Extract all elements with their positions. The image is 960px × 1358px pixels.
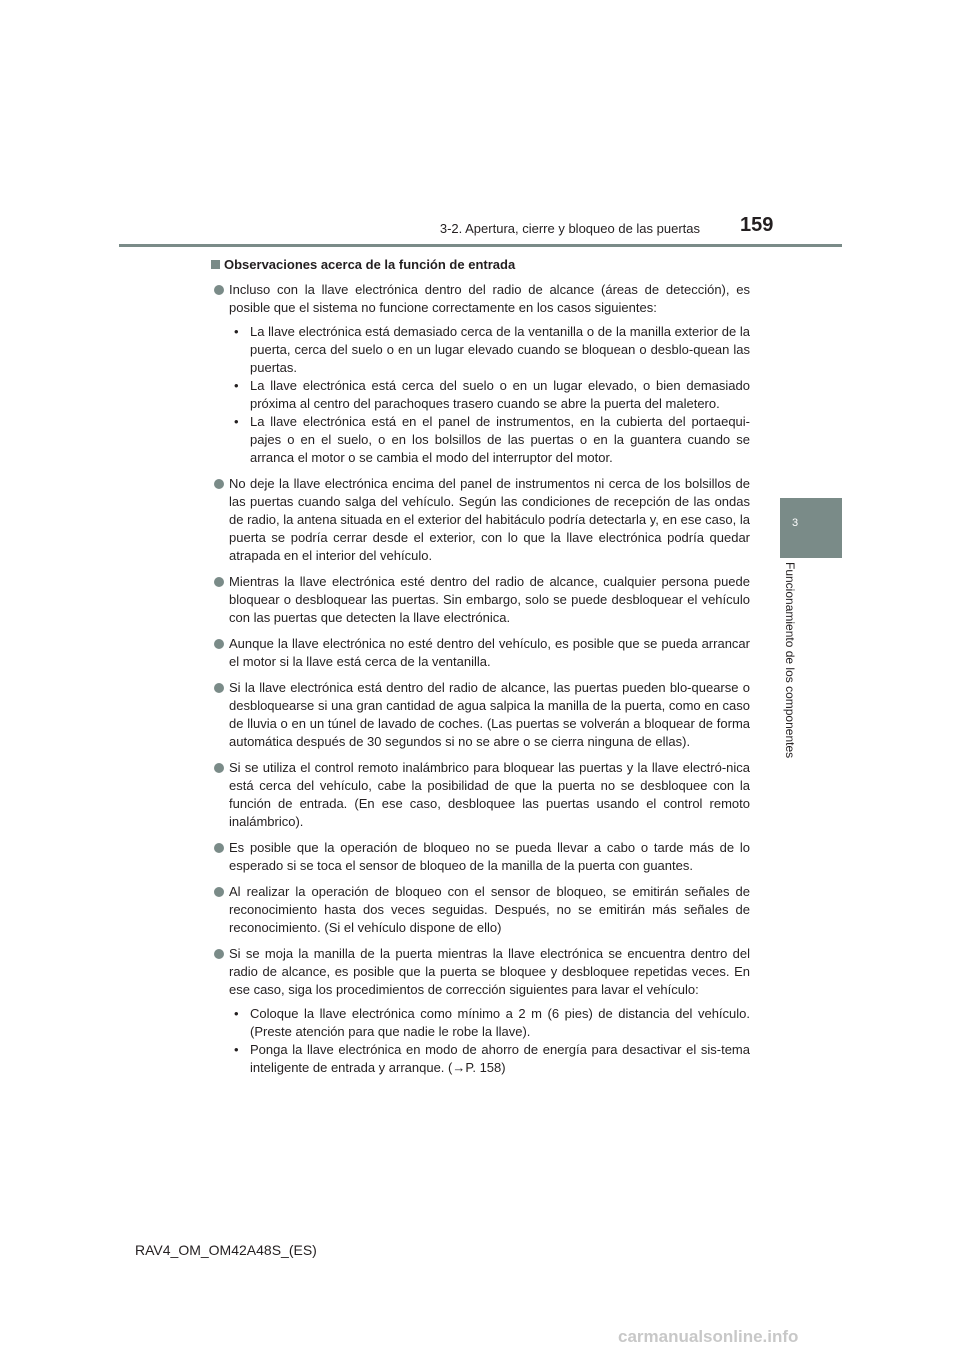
list-item-text: Aunque la llave electrónica no esté dentro del vehículo, es posible que se pueda arrancar el motor si la llave está cerca de la ventanilla. (229, 636, 750, 669)
chapter-title: Funcionamiento de los componentes (783, 562, 797, 759)
circle-bullet-icon (214, 285, 224, 295)
header-rule (119, 244, 842, 247)
header-section-title: 3-2. Apertura, cierre y bloqueo de las puertas (439, 221, 700, 236)
section-heading-text: Observaciones acerca de la función de entrada (224, 257, 516, 272)
list-item-text: Si la llave electrónica está dentro del radio de alcance, las puertas pueden blo-quearse o desbloquearse si una gran cantidad de agua salpica la manilla de la puerta, como en caso de lluvia o en un túnel de lavado de coches. (Las puertas se volverán a bloquear de forma automática después de 30 segundos si no se abre o se cierra ninguna de ellas). (229, 680, 750, 749)
circle-bullet-icon (214, 887, 224, 897)
list-item-text: Si se moja la manilla de la puerta mientras la llave electrónica se encuentra dentro del radio de alcance, es posible que la puerta se bloquee y desbloquee repetidas veces. En ese caso, siga los procedimientos de corrección siguientes para lavar el vehículo: (229, 946, 750, 997)
list-item (210, 475, 750, 565)
list-item (210, 573, 750, 627)
circle-bullet-icon (214, 949, 224, 959)
footer-code: RAV4_OM_OM42A48S_(ES) (135, 1242, 317, 1258)
item-list (210, 281, 750, 1077)
section-heading (210, 256, 750, 274)
watermark: carmanualsonline.info (618, 1327, 799, 1346)
page-number: 159 (740, 214, 774, 236)
circle-bullet-icon (214, 639, 224, 649)
list-item (210, 679, 750, 751)
circle-bullet-icon (214, 683, 224, 693)
sub-list-item: • La llave electrónica está cerca del suelo o en un lugar elevado, o bien demasiado próxima al centro del parachoques trasero cuando se abre la puerta del maletero. (229, 377, 750, 413)
sub-list-item: • La llave electrónica está demasiado cerca de la ventanilla o de la manilla exterior de la puerta, cerca del suelo o en un lugar elevado cuando se bloquean o desblo-quean las puertas. (229, 323, 750, 377)
sub-list (229, 1005, 750, 1077)
list-item-text: Si se utiliza el control remoto inalámbrico para bloquear las puertas y la llave electró-nica está cerca del vehículo, cabe la posibilidad de que la puerta no se desbloquee con la función de entrada. (En ese caso, desbloquee las puertas usando el control remoto inalámbrico). (229, 760, 750, 829)
list-item (210, 635, 750, 671)
circle-bullet-icon (214, 479, 224, 489)
sub-list (229, 323, 750, 467)
circle-bullet-icon (214, 763, 224, 773)
list-item (210, 945, 750, 1077)
list-item-text: Mientras la llave electrónica esté dentro del radio de alcance, cualquier persona puede bloquear o desbloquear las puertas. Sin embargo, solo se puede desbloquear el vehículo con las puertas que detecten la llave electrónica. (229, 574, 750, 625)
list-item (210, 839, 750, 875)
list-item-text: Incluso con la llave electrónica dentro del radio de alcance (áreas de detección), es posible que el sistema no funcione correctamente en los casos siguientes: (229, 282, 750, 315)
sub-list-item: • La llave electrónica está en el panel de instrumentos, en la cubierta del portaequi-pajes o en el suelo, o en los bolsillos de las puertas o en la guantera cuando se arranca el motor o se cambia el modo del interruptor del motor. (229, 413, 750, 467)
content (210, 256, 750, 1085)
list-item (210, 281, 750, 467)
circle-bullet-icon (214, 843, 224, 853)
circle-bullet-icon (214, 577, 224, 587)
chapter-number: 3 (792, 517, 799, 529)
square-bullet-icon (211, 260, 220, 269)
list-item (210, 759, 750, 831)
chapter-tab (780, 498, 842, 558)
list-item-text: Al realizar la operación de bloqueo con el sensor de bloqueo, se emitirán señales de reconocimiento hasta dos veces seguidas. Después, no se emitirán más señales de reconocimiento. (Si el vehículo dispone de ello) (229, 884, 750, 935)
sub-list-item: • Ponga la llave electrónica en modo de ahorro de energía para desactivar el sis-tema inteligente de entrada y arranque. (→P. 158) (229, 1041, 750, 1077)
list-item-text: No deje la llave electrónica encima del panel de instrumentos ni cerca de los bolsillos de las puertas cuando salga del vehículo. Según las condiciones de recepción de las ondas de radio, la antena situada en el exterior del habitáculo podría detectarla y, en ese caso, la puerta se podría cerrar desde el exterior, con lo que la llave electrónica podría quedar atrapada en el interior del vehículo. (229, 476, 750, 563)
sub-list-item: • Coloque la llave electrónica como mínimo a 2 m (6 pies) de distancia del vehículo. (Preste atención para que nadie le robe la llave). (229, 1005, 750, 1041)
list-item (210, 883, 750, 937)
list-item-text: Es posible que la operación de bloqueo no se pueda llevar a cabo o tarde más de lo esperado si se toca el sensor de bloqueo de la manilla de la puerta con guantes. (229, 840, 750, 873)
